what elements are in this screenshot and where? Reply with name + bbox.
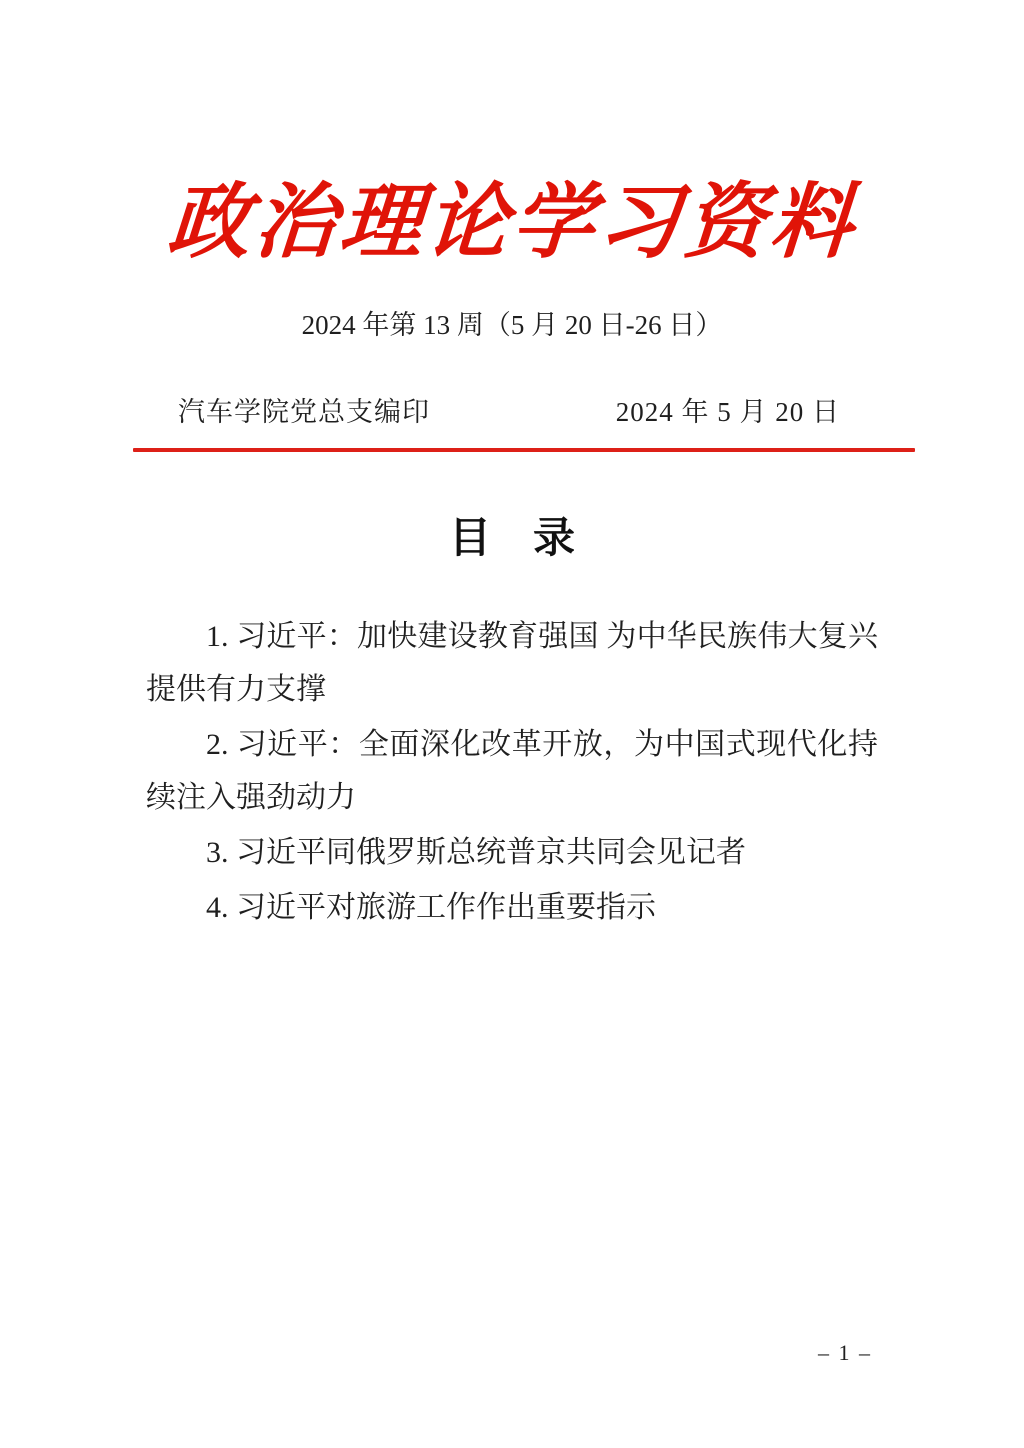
issuer-label: 汽车学院党总支编印: [178, 397, 430, 427]
toc-list: [146, 610, 878, 934]
document-title: 政治理论学习资料: [164, 177, 860, 268]
issuer-date-row: [178, 396, 840, 428]
toc-heading: 目 录: [448, 516, 575, 562]
header-divider: [133, 448, 915, 452]
document-subtitle: 2024 年第 13 周（5 月 20 日-26 日）: [301, 310, 723, 340]
toc-item: 1. 习近平：加快建设教育强国 为中华民族伟大复兴提供有力支撑: [146, 620, 878, 706]
toc-item: 4. 习近平对旅游工作作出重要指示: [206, 891, 656, 924]
issue-date-label: 2024 年 5 月 20 日: [615, 397, 840, 427]
toc-item: 3. 习近平同俄罗斯总统普京共同会见记者: [206, 836, 746, 869]
page-number: – 1 –: [818, 1340, 872, 1365]
toc-item: 2. 习近平：全面深化改革开放，为中国式现代化持续注入强劲动力: [146, 728, 878, 814]
